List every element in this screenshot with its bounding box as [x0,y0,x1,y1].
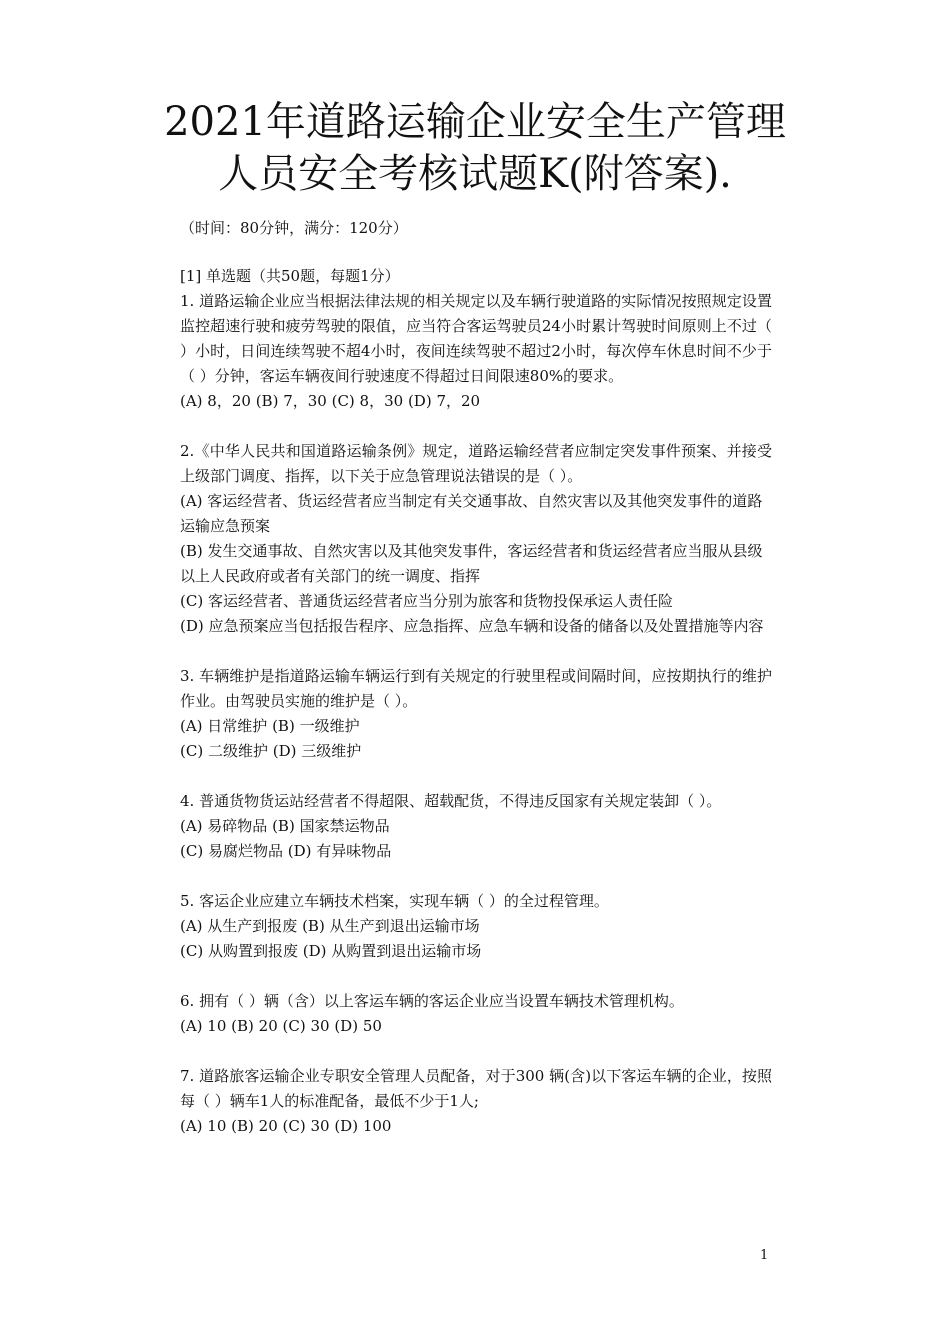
section-heading: [1] 单选题（共50题，每题1分） [180,267,400,285]
question-options: (C) 二级维护 (D) 三级维护 [180,742,362,760]
question-text: 3. 车辆维护是指道路运输车辆运行到有关规定的行驶里程或间隔时间，应按期执行的维护作业。由驾驶员实施的维护是（ ）。 [180,667,772,710]
question-options: (A) 日常维护 (B) 一级维护 [180,717,360,735]
question-item [180,889,772,964]
question-options: (A) 8，20 (B) 7，30 (C) 8，30 (D) 7，20 [180,392,481,410]
question-item [180,664,772,764]
page-number: 1 [760,1248,769,1263]
question-text: 4. 普通货物货运站经营者不得超限、超载配货，不得违反国家有关规定装卸（ ）。 [180,792,722,810]
question-options: (A) 客运经营者、货运经营者应当制定有关交通事故、自然灾害以及其他突发事件的道路运输应急预案 [180,492,763,535]
question-text: 2.《中华人民共和国道路运输条例》规定，道路运输经营者应制定突发事件预案、并接受上级部门调度、指挥，以下关于应急管理说法错误的是（ ）。 [180,442,772,485]
question-text: 6. 拥有（ ）辆（含）以上客运车辆的客运企业应当设置车辆技术管理机构。 [180,992,684,1010]
question-options: (C) 从购置到报废 (D) 从购置到退出运输市场 [180,942,482,960]
question-options: (A) 10 (B) 20 (C) 30 (D) 100 [180,1117,392,1135]
question-text: 7. 道路旅客运输企业专职安全管理人员配备，对于300 辆(含)以下客运车辆的企业，按照每（ ）辆车1人的标准配备，最低不少于1人; [180,1067,772,1110]
question-text: 1. 道路运输企业应当根据法律法规的相关规定以及车辆行驶道路的实际情况按照规定设置监控超速行驶和疲劳驾驶的限值，应当符合客运驾驶员24小时累计驾驶时间原则上不过（ ）小时，日间连续驾驶不超4小时，夜间连续驾驶不超过2小时，每次停车休息时间不少于（ ）分钟，客运车辆夜间行驶速度不得超过日间限速80%的要求。 [180,292,772,385]
question-item [180,789,772,864]
question-item [180,289,772,414]
question-options: (C) 易腐烂物品 (D) 有异味物品 [180,842,392,860]
question-options: (B) 发生交通事故、自然灾害以及其他突发事件，客运经营者和货运经营者应当服从县级以上人民政府或者有关部门的统一调度、指挥 [180,542,763,585]
questions-container [180,289,772,1139]
title-line-1: 2021年道路运输企业安全生产管理 [164,99,786,145]
exam-info: （时间：80分钟，满分：120分） [180,219,408,237]
document-title [150,96,800,200]
question-options: (A) 易碎物品 (B) 国家禁运物品 [180,817,390,835]
question-item [180,989,772,1039]
title-line-2: 人员安全考核试题K(附答案). [218,151,732,197]
question-item [180,1064,772,1139]
question-options: (C) 客运经营者、普通货运经营者应当分别为旅客和货物投保承运人责任险 [180,592,673,610]
question-options: (A) 从生产到报废 (B) 从生产到退出运输市场 [180,917,480,935]
question-list [180,264,772,1164]
question-text: 5. 客运企业应建立车辆技术档案，实现车辆（ ）的全过程管理。 [180,892,609,910]
question-options: (A) 10 (B) 20 (C) 30 (D) 50 [180,1017,382,1035]
question-options: (D) 应急预案应当包括报告程序、应急指挥、应急车辆和设备的储备以及处置措施等内容 [180,617,764,635]
question-item [180,439,772,639]
